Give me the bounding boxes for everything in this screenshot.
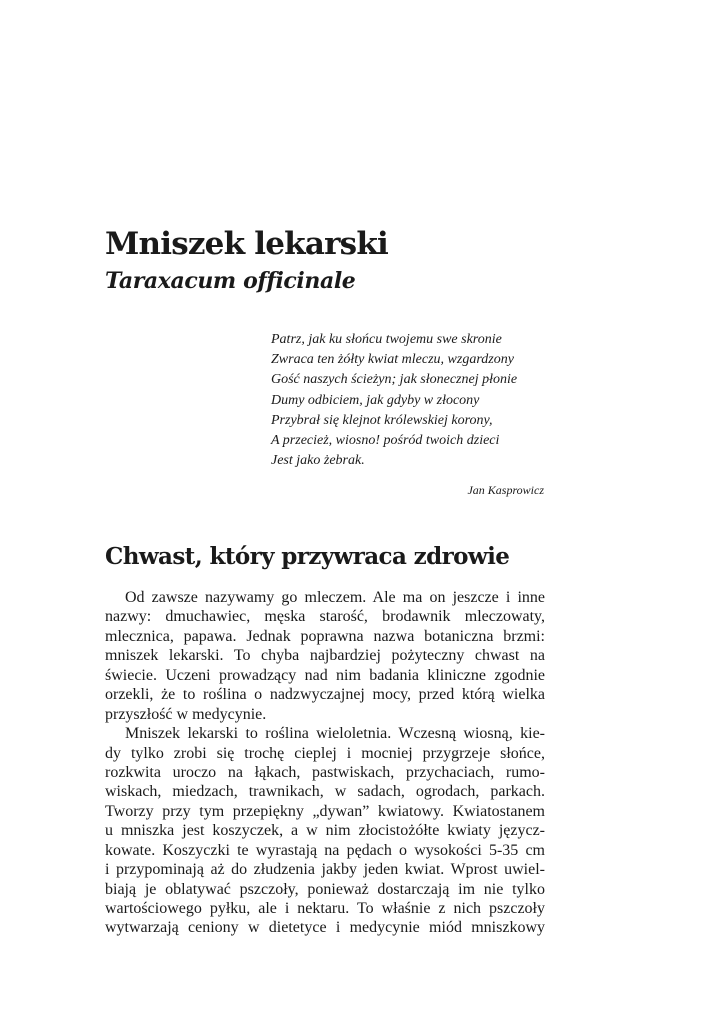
poem-line: Zwraca ten żółty kwiat mleczu, wzgardzony	[271, 352, 514, 368]
text-line: przyszłość w medycynie.	[105, 705, 267, 723]
text-line: wartościowego pyłku, ale i nektaru. To właśnie z nich pszczoły	[105, 900, 545, 917]
text-line: orzekli, że to roślina o nadzwyczajnej mocy, przed którą wielka	[105, 686, 545, 704]
text-line: rozkwita uroczo na łąkach, pastwiskach, przychaciach, rumo-	[105, 763, 545, 781]
poem-line: Gość naszych ścieżyn; jak słonecznej płonie	[271, 372, 518, 388]
text-line: wytwarzają ceniony w dietetyce i medycynie miód mniszkowy	[105, 919, 545, 937]
text-line: Mniszek lekarski to roślina wieloletnia. Wczesną wiosną, kie-	[125, 725, 545, 743]
text-line: Od zawsze nazywamy go mleczem. Ale ma on jeszcze i inne	[125, 589, 545, 606]
poem-line: Patrz, jak ku słońcu twojemu swe skronie	[271, 332, 502, 347]
epigraph-author: Jan Kasprowicz	[467, 483, 544, 497]
text-line: świecie. Uczeni prowadzący nad nim badania kliniczne zgodnie	[105, 666, 545, 684]
poem-line: Przybrał się klejnot królewskiej korony,	[271, 412, 493, 428]
text-line: Tworzy przy tym przepiękny „dywan” kwiatowy. Kwiatostanem	[105, 802, 545, 820]
text-line: dy tylko zrobi się trochę cieplej i mocniej przygrzeje słońce,	[105, 744, 545, 762]
text-line: mniszek lekarski. To chyba najbardziej pożyteczny chwast na	[105, 647, 545, 665]
latin-name: Taraxacum officinale	[105, 268, 356, 294]
text-line: u mniszka jest koszyczek, a w nim złocistożółte kwiaty języcz-	[105, 822, 545, 840]
epigraph-poem	[271, 330, 571, 471]
poem-line: A przecież, wiosno! pośród twoich dzieci	[271, 433, 500, 449]
poem-line: Dumy odbiciem, jak gdyby w złocony	[271, 392, 480, 408]
text-line: nazwy: dmuchawiec, męska starość, brodawnik mleczowaty,	[105, 608, 545, 626]
poem-line: Jest jako żebrak.	[271, 453, 365, 469]
body-text	[105, 588, 545, 938]
section-heading: Chwast, który przywraca zdrowie	[105, 543, 510, 570]
chapter-title: Mniszek lekarski	[105, 226, 388, 262]
text-line: biają je oblatywać pszczoły, ponieważ dostarczają im nie tylko	[105, 880, 545, 898]
text-line: wiskach, miedzach, trawnikach, w sadach, ogrodach, parkach.	[105, 783, 545, 801]
text-line: kowate. Koszyczki te wyrastają na pędach o wysokości 5-35 cm	[105, 841, 545, 859]
text-line: mlecznica, papawa. Jednak poprawna nazwa botaniczna brzmi:	[105, 627, 545, 645]
text-line: i przypominają aż do złudzenia jakby jeden kwiat. Wprost uwiel-	[105, 861, 545, 879]
